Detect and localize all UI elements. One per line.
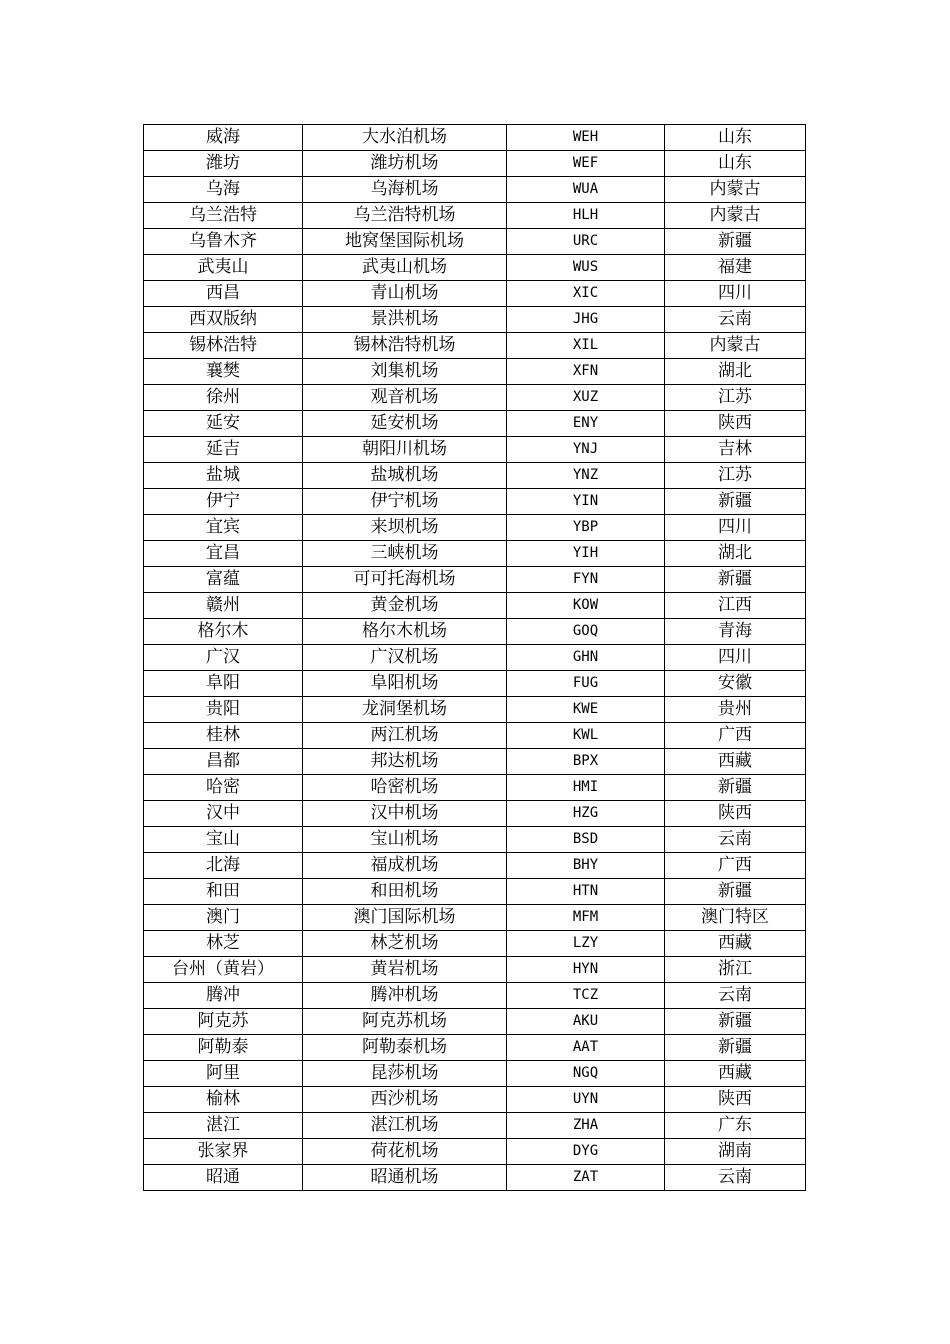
province-cell: 云南 (665, 307, 806, 333)
city-cell: 贵阳 (144, 697, 303, 723)
airport-name-cell: 和田机场 (303, 879, 507, 905)
iata-code-cell: XUZ (507, 385, 665, 411)
city-cell: 乌鲁木齐 (144, 229, 303, 255)
table-row (144, 359, 806, 385)
city-cell: 阜阳 (144, 671, 303, 697)
airport-name-cell: 潍坊机场 (303, 151, 507, 177)
iata-code-cell: GHN (507, 645, 665, 671)
iata-code-cell: AAT (507, 1035, 665, 1061)
province-cell: 福建 (665, 255, 806, 281)
province-cell: 吉林 (665, 437, 806, 463)
iata-code-cell: BSD (507, 827, 665, 853)
airport-name-cell: 来坝机场 (303, 515, 507, 541)
iata-code-cell: KOW (507, 593, 665, 619)
airport-table-body (144, 125, 806, 1191)
province-cell: 西藏 (665, 931, 806, 957)
airport-name-cell: 腾冲机场 (303, 983, 507, 1009)
airport-name-cell: 西沙机场 (303, 1087, 507, 1113)
province-cell: 广西 (665, 853, 806, 879)
airport-name-cell: 昭通机场 (303, 1165, 507, 1191)
airport-name-cell: 荷花机场 (303, 1139, 507, 1165)
city-cell: 西昌 (144, 281, 303, 307)
table-row (144, 1139, 806, 1165)
city-cell: 和田 (144, 879, 303, 905)
city-cell: 阿克苏 (144, 1009, 303, 1035)
iata-code-cell: NGQ (507, 1061, 665, 1087)
airport-name-cell: 宝山机场 (303, 827, 507, 853)
table-row (144, 775, 806, 801)
city-cell: 阿里 (144, 1061, 303, 1087)
city-cell: 榆林 (144, 1087, 303, 1113)
airport-name-cell: 盐城机场 (303, 463, 507, 489)
table-row (144, 281, 806, 307)
airport-name-cell: 两江机场 (303, 723, 507, 749)
city-cell: 西双版纳 (144, 307, 303, 333)
iata-code-cell: YNZ (507, 463, 665, 489)
table-row (144, 437, 806, 463)
city-cell: 延安 (144, 411, 303, 437)
province-cell: 陕西 (665, 1087, 806, 1113)
city-cell: 昭通 (144, 1165, 303, 1191)
table-row (144, 541, 806, 567)
table-row (144, 723, 806, 749)
airport-name-cell: 乌海机场 (303, 177, 507, 203)
airport-name-cell: 伊宁机场 (303, 489, 507, 515)
table-row (144, 593, 806, 619)
province-cell: 浙江 (665, 957, 806, 983)
airport-name-cell: 林芝机场 (303, 931, 507, 957)
table-row (144, 177, 806, 203)
province-cell: 江西 (665, 593, 806, 619)
airport-name-cell: 格尔木机场 (303, 619, 507, 645)
city-cell: 武夷山 (144, 255, 303, 281)
city-cell: 台州（黄岩） (144, 957, 303, 983)
iata-code-cell: LZY (507, 931, 665, 957)
iata-code-cell: BHY (507, 853, 665, 879)
province-cell: 澳门特区 (665, 905, 806, 931)
iata-code-cell: XIC (507, 281, 665, 307)
iata-code-cell: HMI (507, 775, 665, 801)
city-cell: 阿勒泰 (144, 1035, 303, 1061)
airport-table (143, 124, 806, 1191)
province-cell: 新疆 (665, 229, 806, 255)
city-cell: 盐城 (144, 463, 303, 489)
iata-code-cell: JHG (507, 307, 665, 333)
iata-code-cell: WUS (507, 255, 665, 281)
iata-code-cell: UYN (507, 1087, 665, 1113)
table-row (144, 801, 806, 827)
iata-code-cell: WEH (507, 125, 665, 151)
iata-code-cell: ZHA (507, 1113, 665, 1139)
iata-code-cell: WEF (507, 151, 665, 177)
airport-name-cell: 青山机场 (303, 281, 507, 307)
table-row (144, 1035, 806, 1061)
iata-code-cell: FYN (507, 567, 665, 593)
table-row (144, 671, 806, 697)
province-cell: 湖北 (665, 359, 806, 385)
city-cell: 腾冲 (144, 983, 303, 1009)
airport-name-cell: 广汉机场 (303, 645, 507, 671)
city-cell: 张家界 (144, 1139, 303, 1165)
table-row (144, 957, 806, 983)
table-row (144, 125, 806, 151)
iata-code-cell: HLH (507, 203, 665, 229)
table-row (144, 853, 806, 879)
province-cell: 四川 (665, 645, 806, 671)
table-row (144, 1061, 806, 1087)
iata-code-cell: ENY (507, 411, 665, 437)
table-row (144, 229, 806, 255)
province-cell: 云南 (665, 1165, 806, 1191)
airport-name-cell: 福成机场 (303, 853, 507, 879)
airport-name-cell: 汉中机场 (303, 801, 507, 827)
city-cell: 宝山 (144, 827, 303, 853)
city-cell: 桂林 (144, 723, 303, 749)
province-cell: 新疆 (665, 775, 806, 801)
province-cell: 新疆 (665, 1035, 806, 1061)
city-cell: 襄樊 (144, 359, 303, 385)
province-cell: 四川 (665, 515, 806, 541)
table-row (144, 749, 806, 775)
city-cell: 徐州 (144, 385, 303, 411)
iata-code-cell: GOQ (507, 619, 665, 645)
province-cell: 四川 (665, 281, 806, 307)
table-row (144, 697, 806, 723)
province-cell: 西藏 (665, 749, 806, 775)
iata-code-cell: MFM (507, 905, 665, 931)
airport-name-cell: 地窝堡国际机场 (303, 229, 507, 255)
province-cell: 内蒙古 (665, 177, 806, 203)
table-row (144, 1009, 806, 1035)
airport-name-cell: 邦达机场 (303, 749, 507, 775)
airport-name-cell: 昆莎机场 (303, 1061, 507, 1087)
city-cell: 哈密 (144, 775, 303, 801)
province-cell: 陕西 (665, 801, 806, 827)
province-cell: 湖北 (665, 541, 806, 567)
table-row (144, 1113, 806, 1139)
province-cell: 山东 (665, 151, 806, 177)
iata-code-cell: ZAT (507, 1165, 665, 1191)
table-row (144, 645, 806, 671)
airport-name-cell: 哈密机场 (303, 775, 507, 801)
city-cell: 锡林浩特 (144, 333, 303, 359)
airport-name-cell: 黄岩机场 (303, 957, 507, 983)
table-row (144, 905, 806, 931)
airport-name-cell: 延安机场 (303, 411, 507, 437)
province-cell: 广西 (665, 723, 806, 749)
airport-name-cell: 黄金机场 (303, 593, 507, 619)
province-cell: 贵州 (665, 697, 806, 723)
iata-code-cell: YNJ (507, 437, 665, 463)
iata-code-cell: XIL (507, 333, 665, 359)
airport-name-cell: 锡林浩特机场 (303, 333, 507, 359)
province-cell: 广东 (665, 1113, 806, 1139)
iata-code-cell: BPX (507, 749, 665, 775)
city-cell: 潍坊 (144, 151, 303, 177)
iata-code-cell: KWE (507, 697, 665, 723)
city-cell: 宜昌 (144, 541, 303, 567)
table-row (144, 827, 806, 853)
table-row (144, 307, 806, 333)
table-row (144, 489, 806, 515)
province-cell: 陕西 (665, 411, 806, 437)
airport-name-cell: 景洪机场 (303, 307, 507, 333)
province-cell: 云南 (665, 983, 806, 1009)
city-cell: 湛江 (144, 1113, 303, 1139)
airport-name-cell: 阿勒泰机场 (303, 1035, 507, 1061)
table-row (144, 879, 806, 905)
iata-code-cell: TCZ (507, 983, 665, 1009)
table-row (144, 203, 806, 229)
province-cell: 新疆 (665, 489, 806, 515)
table-row (144, 983, 806, 1009)
city-cell: 格尔木 (144, 619, 303, 645)
table-row (144, 619, 806, 645)
table-row (144, 255, 806, 281)
province-cell: 江苏 (665, 463, 806, 489)
table-row (144, 1165, 806, 1191)
city-cell: 富蕴 (144, 567, 303, 593)
airport-name-cell: 乌兰浩特机场 (303, 203, 507, 229)
city-cell: 昌都 (144, 749, 303, 775)
province-cell: 云南 (665, 827, 806, 853)
airport-name-cell: 阜阳机场 (303, 671, 507, 697)
province-cell: 新疆 (665, 1009, 806, 1035)
airport-name-cell: 阿克苏机场 (303, 1009, 507, 1035)
airport-name-cell: 三峡机场 (303, 541, 507, 567)
airport-name-cell: 龙洞堡机场 (303, 697, 507, 723)
city-cell: 宜宾 (144, 515, 303, 541)
province-cell: 内蒙古 (665, 203, 806, 229)
iata-code-cell: XFN (507, 359, 665, 385)
iata-code-cell: YIN (507, 489, 665, 515)
table-row (144, 567, 806, 593)
province-cell: 湖南 (665, 1139, 806, 1165)
city-cell: 北海 (144, 853, 303, 879)
airport-name-cell: 观音机场 (303, 385, 507, 411)
iata-code-cell: YBP (507, 515, 665, 541)
iata-code-cell: HTN (507, 879, 665, 905)
table-row (144, 151, 806, 177)
table-row (144, 1087, 806, 1113)
province-cell: 山东 (665, 125, 806, 151)
iata-code-cell: YIH (507, 541, 665, 567)
iata-code-cell: URC (507, 229, 665, 255)
airport-name-cell: 可可托海机场 (303, 567, 507, 593)
airport-name-cell: 武夷山机场 (303, 255, 507, 281)
province-cell: 西藏 (665, 1061, 806, 1087)
province-cell: 内蒙古 (665, 333, 806, 359)
iata-code-cell: AKU (507, 1009, 665, 1035)
city-cell: 赣州 (144, 593, 303, 619)
city-cell: 广汉 (144, 645, 303, 671)
province-cell: 青海 (665, 619, 806, 645)
city-cell: 汉中 (144, 801, 303, 827)
city-cell: 乌海 (144, 177, 303, 203)
iata-code-cell: HYN (507, 957, 665, 983)
airport-name-cell: 朝阳川机场 (303, 437, 507, 463)
airport-name-cell: 湛江机场 (303, 1113, 507, 1139)
table-row (144, 385, 806, 411)
table-row (144, 463, 806, 489)
iata-code-cell: KWL (507, 723, 665, 749)
airport-name-cell: 大水泊机场 (303, 125, 507, 151)
city-cell: 林芝 (144, 931, 303, 957)
province-cell: 江苏 (665, 385, 806, 411)
table-row (144, 931, 806, 957)
city-cell: 伊宁 (144, 489, 303, 515)
table-row (144, 515, 806, 541)
city-cell: 澳门 (144, 905, 303, 931)
city-cell: 乌兰浩特 (144, 203, 303, 229)
iata-code-cell: WUA (507, 177, 665, 203)
iata-code-cell: FUG (507, 671, 665, 697)
airport-name-cell: 澳门国际机场 (303, 905, 507, 931)
iata-code-cell: DYG (507, 1139, 665, 1165)
province-cell: 新疆 (665, 879, 806, 905)
city-cell: 延吉 (144, 437, 303, 463)
table-row (144, 411, 806, 437)
iata-code-cell: HZG (507, 801, 665, 827)
province-cell: 新疆 (665, 567, 806, 593)
province-cell: 安徽 (665, 671, 806, 697)
city-cell: 威海 (144, 125, 303, 151)
airport-name-cell: 刘集机场 (303, 359, 507, 385)
table-row (144, 333, 806, 359)
